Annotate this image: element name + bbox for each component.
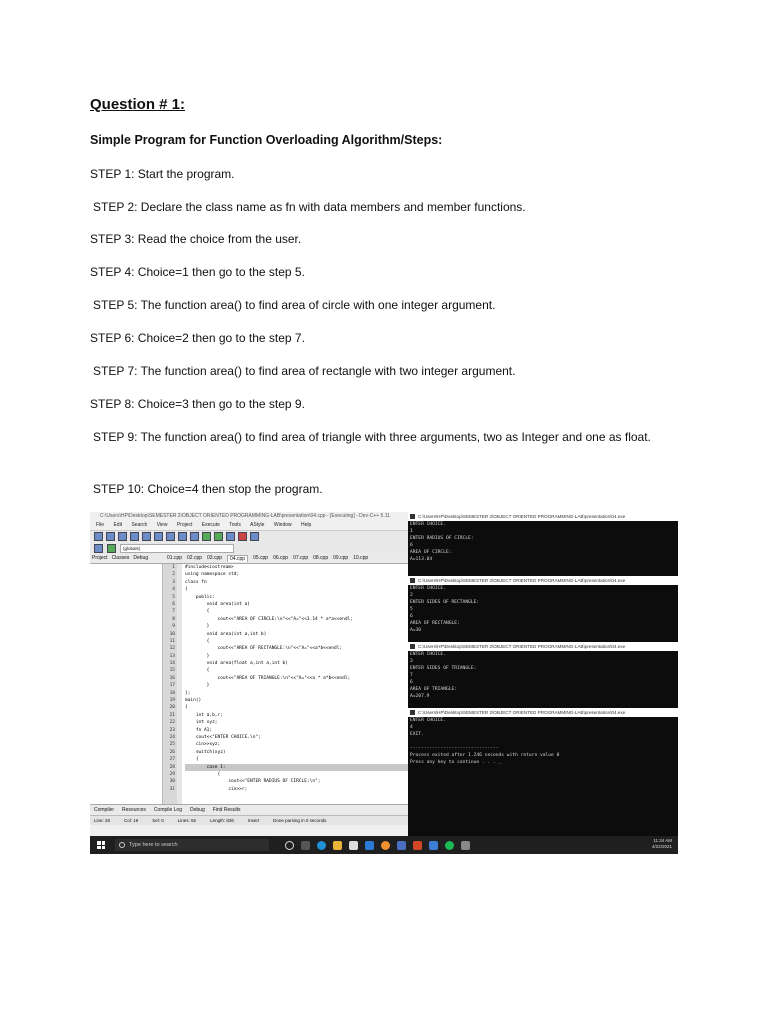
menu-window[interactable]: Window [273,522,292,528]
file-tab[interactable]: 06.cpp [273,555,289,561]
code-line: { [185,771,221,777]
code-line: }; [185,690,191,696]
console-line: 1 [410,529,413,534]
status-parsing: Done parsing in 0 seconds [273,818,327,823]
line-number: 12 [169,646,175,652]
menu-execute[interactable]: Execute [201,522,220,528]
code-line: } [185,624,210,630]
console-title: C:\Users\HP\Desktop\SEMESTER 2\OBJECT ORIENTED PROGRAMMING-LAB\presentation\04.exe [418,644,626,649]
question-title: Question # 1: [90,96,186,113]
tray-date: 4/22/2021 [651,844,672,849]
code-line: { [185,638,210,644]
console-icon [410,710,415,715]
code-line: { [185,668,210,674]
algorithm-subtitle: Simple Program for Function Overloading Algorithm/Steps: [90,133,443,147]
file-explorer-icon[interactable] [333,841,342,850]
code-line: class fn [185,579,207,585]
console-line: ENTER CHOICE. [410,718,446,723]
line-number: 3 [172,579,175,585]
console-line: 4 [410,725,413,730]
ide-toolbar [90,530,408,543]
console-line: ENTER CHOICE. [410,652,446,657]
code-line: using namespace std; [185,572,240,578]
code-line: cout<<"AREA OF RECTANGLE:\n"<<"A="<<a*b<<endl; [185,646,343,652]
console-line: ENTER CHOICE. [410,586,446,591]
left-panel-tabs [90,553,164,563]
compile-icon[interactable] [202,532,211,541]
file-tab[interactable]: 05.cpp [253,555,269,561]
tab-compile-log[interactable]: Compile Log [153,807,182,813]
taskbar-apps [285,841,470,850]
status-line: Line: 28 [94,818,111,823]
code-line: void area(int a,int b) [185,631,267,637]
tab-debug-bottom[interactable]: Debug [190,807,205,813]
ide-tabs-row [90,553,408,564]
line-number: 22 [169,720,175,726]
step-8: STEP 8: Choice=3 then go to the step 9. [90,397,305,411]
console-line: AREA OF TRIANGLE: [410,687,458,692]
open-icon[interactable] [106,532,115,541]
code-line: cout<<"ENTER RADIUS OF CIRCLE:\n"; [185,779,321,785]
menu-astyle[interactable]: AStyle [250,522,265,528]
menu-project[interactable]: Project [176,522,193,528]
status-lines: Lines: 55 [177,818,197,823]
code-line: } [185,683,210,689]
file-tabs [164,553,368,563]
ide-panes [90,564,408,804]
console-app-icon[interactable] [461,841,470,850]
console-line: A=207.9 [410,694,430,699]
console-window-1 [408,512,678,576]
step-4: STEP 4: Choice=1 then go to the step 5. [90,265,305,279]
cortana-icon[interactable] [285,841,294,850]
line-number: 23 [169,727,175,733]
code-line: cin>>xyz; [185,742,221,748]
console-line: Process exited after 1.246 seconds with return value 0 [410,753,560,758]
code-editor[interactable] [163,564,408,804]
line-number: 9 [172,624,175,630]
word-icon[interactable] [429,841,438,850]
step-7: STEP 7: The function area() to find area of rectangle with two integer argument. [93,364,516,378]
program-screenshot [90,512,678,854]
code-line: #include<iostream> [185,565,234,570]
new-file-icon[interactable] [94,532,103,541]
console-line: 3 [410,659,413,664]
store-icon[interactable] [349,841,358,850]
ide-toolbar-secondary [90,543,408,553]
system-tray[interactable] [652,838,672,850]
code-lines[interactable] [182,564,408,804]
step-5: STEP 5: The function area() to find area of circle with one integer argument. [93,298,496,312]
status-length: Length: 836 [210,818,234,823]
menu-file[interactable]: File [96,522,105,528]
line-number: 2 [172,572,175,578]
menu-tools[interactable]: Tools [229,522,241,528]
code-line: int xyz; [185,720,218,726]
status-col: Col: 16 [124,818,139,823]
task-view-icon[interactable] [301,841,310,850]
line-number: 5 [172,594,175,600]
line-number: 28 [169,764,175,770]
tray-time: 11:34 AM [653,838,672,843]
bottom-panel-tabs [90,804,408,815]
console-icon [410,514,415,519]
code-line: } [185,653,210,659]
code-line: switch(xyz) [185,749,226,755]
console-line [408,738,678,745]
search-icon [119,842,125,848]
spotify-icon[interactable] [445,841,454,850]
code-line: cin>>r; [185,786,248,792]
find-icon[interactable] [178,532,187,541]
line-number: 29 [169,771,175,777]
code-line: { [185,757,199,763]
menu-search[interactable]: Search [131,522,148,528]
console-line: -------------------------------- [410,746,499,751]
line-number: 24 [169,734,175,740]
menu-view[interactable]: View [156,522,168,528]
console-title: C:\Users\HP\Desktop\SEMESTER 2\OBJECT ORIENTED PROGRAMMING-LAB\presentation\04.exe [418,578,626,583]
line-number: 1 [172,565,175,570]
ide-status-bar [90,815,408,825]
run-icon[interactable] [214,532,223,541]
save-all-icon[interactable] [130,532,139,541]
edge-icon[interactable] [317,841,326,850]
console-line: 7 [410,673,413,678]
ide-menu-bar [90,521,408,530]
code-line: cout<<"ENTER CHOICE.\n"; [185,734,261,740]
search-placeholder: Type here to search [129,842,178,848]
line-number: 21 [169,712,175,718]
line-number: 17 [169,683,175,689]
line-number: 16 [169,675,175,681]
step-3: STEP 3: Read the choice from the user. [90,232,302,246]
code-line: cout<<"AREA OF CIRCLE:\n"<<"A="<<3.14 * a*a<<endl; [185,616,353,622]
line-number: 18 [169,690,175,696]
console-body [408,717,678,766]
code-line: { [185,587,188,593]
tab-debug[interactable]: Debug [133,555,149,561]
code-line: cout<<"AREA OF TRIANGLE:\n"<<"A="<<a * a*b<<endl; [185,675,351,681]
stop-icon[interactable] [238,532,247,541]
console-line: EXIT. [410,732,424,737]
replace-icon[interactable] [190,532,199,541]
line-number: 10 [169,631,175,637]
tab-compiler[interactable]: Compiler [94,807,115,813]
windows-taskbar [90,836,678,854]
class-icon[interactable] [94,544,103,553]
line-number: 30 [169,779,175,785]
file-tab[interactable]: 10.cpp [353,555,369,561]
code-line: { [185,705,188,711]
line-number: 26 [169,749,175,755]
console-title: C:\Users\HP\Desktop\SEMESTER 2\OBJECT ORIENTED PROGRAMMING-LAB\presentation\04.exe [418,710,626,715]
line-number: 8 [172,616,175,622]
file-tab[interactable]: 02.cpp [187,555,203,561]
ide-title: C:\Users\HP\Desktop\SEMESTER 2\OBJECT ORIENTED PROGRAMMING-LAB\presentation\04.cpp - [Executing] - Dev-C++ 5.11 [100,513,390,519]
compile-run-icon[interactable] [226,532,235,541]
step-6: STEP 6: Choice=2 then go to the step 7. [90,331,305,345]
undo-icon[interactable] [154,532,163,541]
debug-icon[interactable] [250,532,259,541]
console-window-4 [408,708,678,836]
file-tab-active[interactable]: 04.cpp [227,555,248,562]
code-line: main() [185,698,202,704]
status-sel: Sel: 0 [152,818,164,823]
console-line: Press any key to continue . . . _ [410,760,502,765]
code-line: fn A1; [185,727,213,733]
step-1: STEP 1: Start the program. [90,167,235,181]
step-2: STEP 2: Declare the class name as fn with data members and member functions. [93,200,526,214]
tab-find-results[interactable]: Find Results [212,807,241,813]
line-number: 20 [169,705,175,711]
console-line: AREA OF CIRCLE: [410,550,452,555]
console-line: A=113.04 [410,557,433,562]
line-number: 4 [172,587,175,593]
file-tab[interactable]: 08.cpp [313,555,329,561]
step-10: STEP 10: Choice=4 then stop the program. [93,482,323,496]
windows-start-icon[interactable] [97,841,105,849]
tab-project[interactable]: Project [92,555,108,561]
line-number: 19 [169,698,175,704]
file-tab[interactable]: 03.cpp [207,555,223,561]
devcpp-icon[interactable] [397,841,406,850]
console-line: 6 [410,614,413,619]
line-number: 11 [169,638,175,644]
chrome-icon[interactable] [381,841,390,850]
console-icon [410,644,415,649]
code-line: case 1: [185,764,408,771]
console-window-3 [408,642,678,708]
globals-dropdown[interactable]: (globals) [120,544,234,553]
goto-icon[interactable] [107,544,116,553]
step-9: STEP 9: The function area() to find area of triangle with three arguments, two as Integer and one as float. [93,430,651,444]
console-line: ENTER SIDES OF RECTANGLE: [410,600,480,605]
code-line: { [185,609,210,615]
console-body [408,651,678,700]
status-mode: Insert [247,818,260,823]
console-line: 2 [410,593,413,598]
console-body [408,585,678,634]
line-number: 7 [172,609,175,615]
line-number: 13 [169,653,175,659]
console-line: 6 [410,543,413,548]
project-panel [90,564,163,804]
tab-resources[interactable]: Resources [122,807,146,813]
line-number: 27 [169,757,175,763]
menu-edit[interactable]: Edit [113,522,123,528]
line-number-gutter [163,564,177,804]
code-line: void area(int a) [185,601,251,607]
powerpoint-icon[interactable] [413,841,422,850]
console-line: AREA OF RECTANGLE: [410,621,460,626]
code-line: void area(float a,int a,int b) [185,661,288,667]
console-line: ENTER SIDES OF TRIANGLE: [410,666,477,671]
console-icon [410,578,415,583]
file-tab[interactable]: 07.cpp [293,555,309,561]
console-line: ENTER RADIUS OF CIRCLE: [410,536,474,541]
file-tab[interactable]: 09.cpp [333,555,349,561]
line-number: 6 [172,601,175,607]
tab-classes[interactable]: Classes [111,555,130,561]
console-title: C:\Users\HP\Desktop\SEMESTER 2\OBJECT ORIENTED PROGRAMMING-LAB\presentation\04.exe [418,514,626,519]
code-line: int a,b,r; [185,712,223,718]
line-number: 25 [169,742,175,748]
line-number: 31 [169,786,175,792]
console-line: 5 [410,607,413,612]
console-window-2 [408,576,678,642]
console-body [408,521,678,563]
console-line: 6 [410,680,413,685]
dev-cpp-window [90,512,409,836]
console-line: ENTER CHOICE. [410,522,446,527]
menu-help[interactable]: Help [301,522,312,528]
save-icon[interactable] [118,532,127,541]
console-line: A=30 [410,628,422,633]
mail-icon[interactable] [365,841,374,850]
file-tab[interactable]: 01.cpp [167,555,183,561]
line-number: 14 [169,661,175,667]
print-icon[interactable] [142,532,151,541]
line-number: 15 [169,668,175,674]
redo-icon[interactable] [166,532,175,541]
code-line: public: [185,594,215,600]
taskbar-search-input[interactable] [115,839,269,851]
